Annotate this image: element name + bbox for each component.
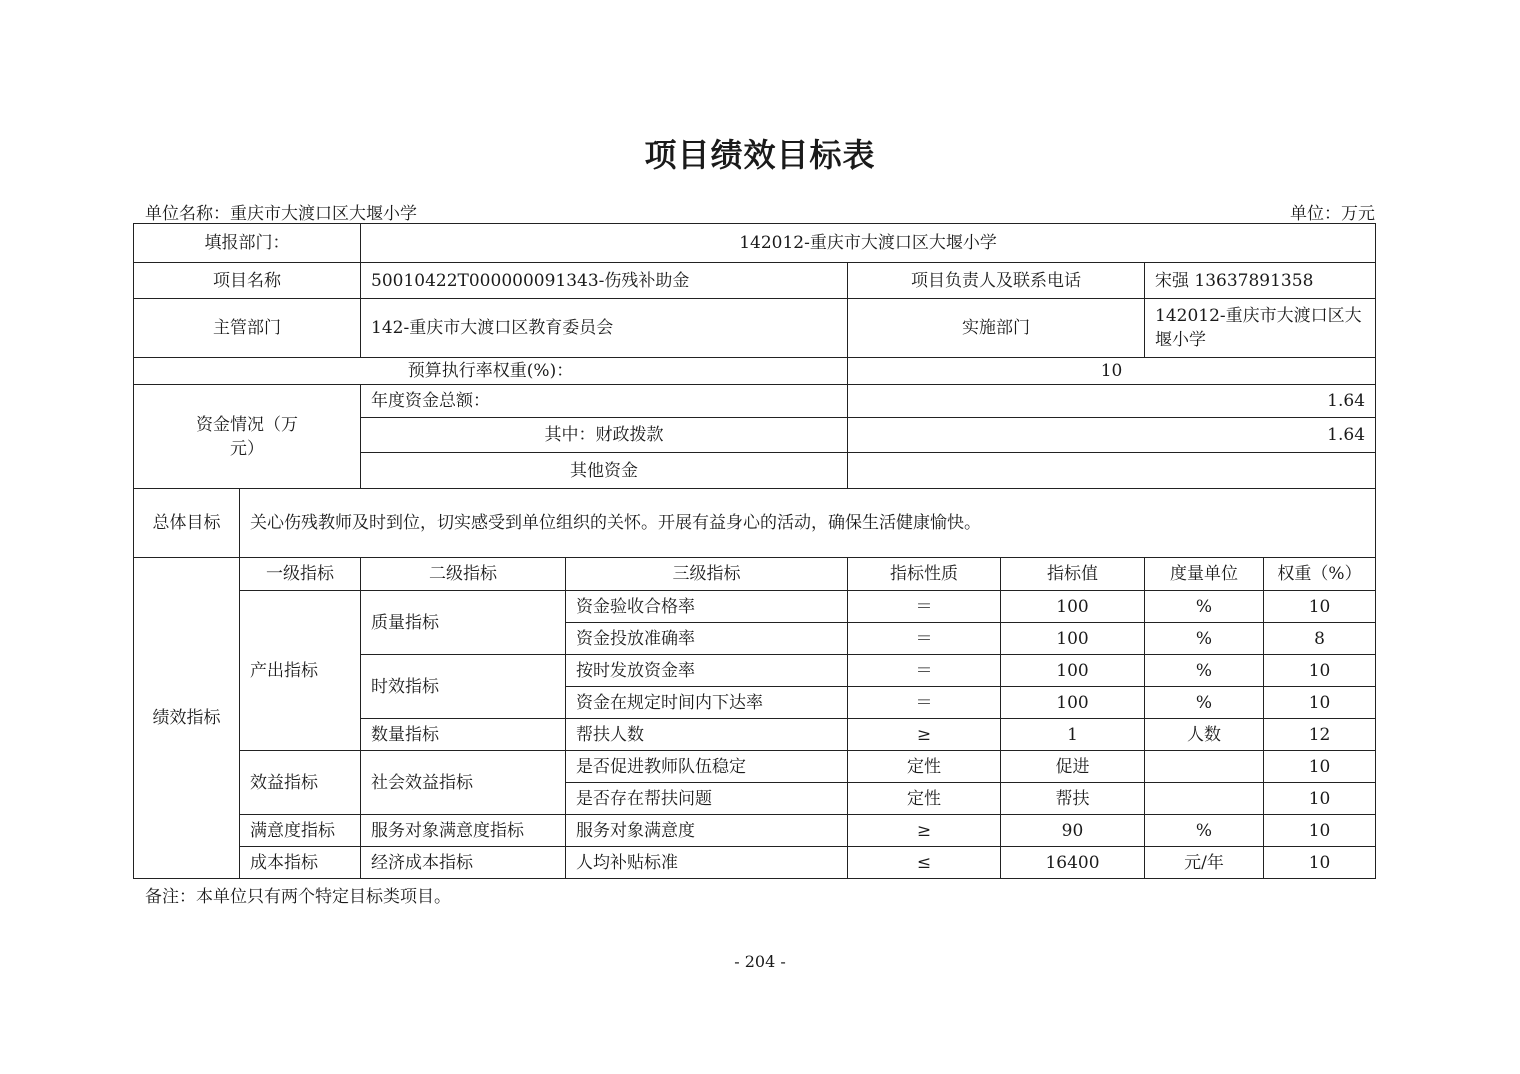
funds-label [134,385,361,489]
perf-label: 绩效指标 [134,558,240,879]
budget-weight-value: 10 [848,358,1376,385]
indicator-value: 1 [1001,719,1145,751]
indicator-value: 帮扶 [1001,783,1145,815]
indicator-nature: ≥ [848,719,1001,751]
indicator-name: 资金验收合格率 [566,591,848,623]
performance-table [133,223,1376,879]
fiscal-label: 其中：财政拨款 [361,418,848,453]
indicator-weight: 10 [1264,655,1376,687]
level2-quantity: 数量指标 [361,719,566,751]
indicator-nature: ≤ [848,847,1001,879]
indicator-name: 帮扶人数 [566,719,848,751]
supervisor-label: 主管部门 [134,299,361,358]
budget-weight-label: 预算执行率权重(%)： [134,358,848,385]
contact-value: 宋强 13637891358 [1145,263,1376,299]
indicator-unit: 元/年 [1145,847,1264,879]
footnote: 备注：本单位只有两个特定目标类项目。 [145,887,451,907]
indicator-nature: 定性 [848,783,1001,815]
fill-dept-value: 142012-重庆市大渡口区大堰小学 [361,224,1376,263]
other-funds-value [848,453,1376,489]
annual-total-value: 1.64 [848,385,1376,418]
header-weight: 权重（%） [1264,558,1376,591]
fill-dept-label: 填报部门： [134,224,361,263]
annual-total-label: 年度资金总额： [361,385,848,418]
indicator-nature: ≥ [848,815,1001,847]
indicator-value: 90 [1001,815,1145,847]
level2-service: 服务对象满意度指标 [361,815,566,847]
table-row [134,591,1376,623]
indicator-unit: % [1145,623,1264,655]
indicator-value: 16400 [1001,847,1145,879]
indicator-unit: % [1145,687,1264,719]
indicator-unit: % [1145,591,1264,623]
indicator-unit [1145,751,1264,783]
indicator-value: 100 [1001,623,1145,655]
page-title: 项目绩效目标表 [644,136,876,174]
impl-value: 142012-重庆市大渡口区大堰小学 [1145,299,1376,358]
level2-econ: 经济成本指标 [361,847,566,879]
level2-quality: 质量指标 [361,591,566,655]
indicator-name: 按时发放资金率 [566,655,848,687]
level1-output: 产出指标 [240,591,361,751]
header-value: 指标值 [1001,558,1145,591]
indicator-unit: % [1145,815,1264,847]
level1-benefit: 效益指标 [240,751,361,815]
indicator-unit: 人数 [1145,719,1264,751]
header-nature: 指标性质 [848,558,1001,591]
level1-cost: 成本指标 [240,847,361,879]
indicator-value: 100 [1001,655,1145,687]
table-row [134,847,1376,879]
header-unit: 度量单位 [1145,558,1264,591]
project-name-label: 项目名称 [134,263,361,299]
header-level1: 一级指标 [240,558,361,591]
indicator-unit: % [1145,655,1264,687]
goal-label: 总体目标 [134,489,240,558]
indicator-weight: 10 [1264,591,1376,623]
indicator-weight: 8 [1264,623,1376,655]
indicator-nature: ＝ [848,655,1001,687]
indicator-name: 服务对象满意度 [566,815,848,847]
indicator-name: 资金投放准确率 [566,623,848,655]
indicator-unit [1145,783,1264,815]
header-level2: 二级指标 [361,558,566,591]
header-level3: 三级指标 [566,558,848,591]
other-funds-label: 其他资金 [361,453,848,489]
indicator-nature: ＝ [848,687,1001,719]
indicator-name: 资金在规定时间内下达率 [566,687,848,719]
indicator-nature: ＝ [848,591,1001,623]
supervisor-value: 142-重庆市大渡口区教育委员会 [361,299,848,358]
indicator-value: 100 [1001,687,1145,719]
level2-timeliness: 时效指标 [361,655,566,719]
indicator-weight: 10 [1264,815,1376,847]
impl-label: 实施部门 [848,299,1145,358]
table-row [134,751,1376,783]
indicator-nature: 定性 [848,751,1001,783]
indicator-value: 100 [1001,591,1145,623]
indicator-weight: 10 [1264,751,1376,783]
unit-name: 单位名称：重庆市大渡口区大堰小学 [145,204,417,224]
table-row [134,815,1376,847]
level2-social: 社会效益指标 [361,751,566,815]
indicator-name: 是否促进教师队伍稳定 [566,751,848,783]
indicator-weight: 10 [1264,783,1376,815]
page-number: - 204 - [734,952,786,971]
goal-value: 关心伤残教师及时到位，切实感受到单位组织的关怀。开展有益身心的活动，确保生活健康愉快。 [240,489,1376,558]
indicator-weight: 10 [1264,687,1376,719]
contact-label: 项目负责人及联系电话 [848,263,1145,299]
project-name-value: 50010422T000000091343-伤残补助金 [361,263,848,299]
unit-label: 单位：万元 [1290,204,1375,224]
indicator-value: 促进 [1001,751,1145,783]
indicator-weight: 12 [1264,719,1376,751]
fiscal-value: 1.64 [848,418,1376,453]
indicator-name: 人均补贴标准 [566,847,848,879]
level1-satisfaction: 满意度指标 [240,815,361,847]
funds-label-text: 资金情况（万元） [196,414,298,459]
indicator-weight: 10 [1264,847,1376,879]
indicator-nature: ＝ [848,623,1001,655]
indicator-name: 是否存在帮扶问题 [566,783,848,815]
